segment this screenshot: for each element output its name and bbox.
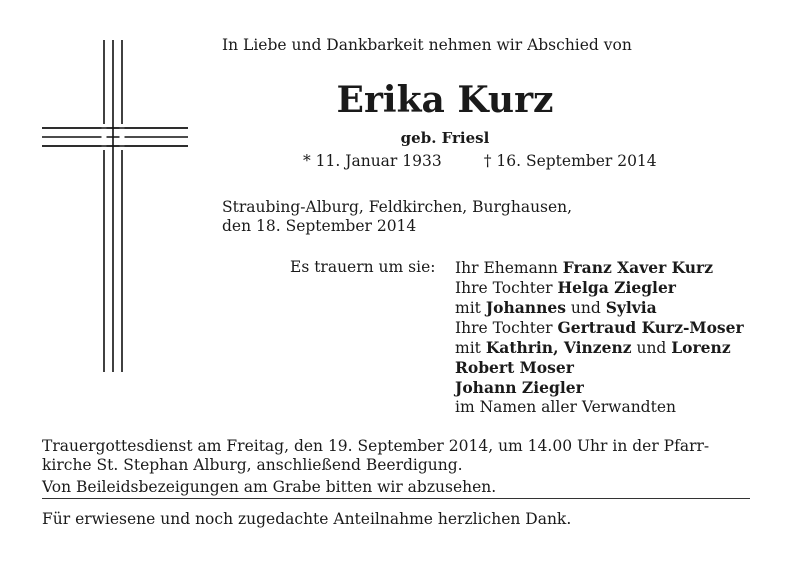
mourner-line: Johann Ziegler xyxy=(455,378,584,397)
mourner-line: mit Kathrin, Vinzenz und Lorenz xyxy=(455,338,731,357)
service-info: Trauergottesdienst am Freitag, den 19. September 2014, um 14.00 Uhr in der Pfarr- xyxy=(42,437,710,455)
mourners-label: Es trauern um sie: xyxy=(290,258,436,276)
death-date: † 16. September 2014 xyxy=(483,152,657,170)
place-line: Straubing-Alburg, Feldkirchen, Burghausen, xyxy=(222,198,573,216)
maiden-name: geb. Friesl xyxy=(400,129,490,147)
divider xyxy=(42,498,750,499)
mourner-line: Robert Moser xyxy=(455,358,574,377)
life-dates xyxy=(303,152,657,171)
cross-icon xyxy=(0,0,230,380)
mourner-line: Ihr Ehemann Franz Xaver Kurz xyxy=(455,258,714,277)
headline: In Liebe und Dankbarkeit nehmen wir Abschied von xyxy=(222,36,632,54)
mourner-line: Ihre Tochter Gertraud Kurz-Moser xyxy=(455,318,744,337)
condolence-note: Von Beileidsbezeigungen am Grabe bitten wir abzusehen. xyxy=(42,478,497,496)
date-line: den 18. September 2014 xyxy=(222,217,417,235)
mourner-line: Ihre Tochter Helga Ziegler xyxy=(455,278,676,297)
mourners-list xyxy=(455,258,744,417)
mourner-line: mit Johannes und Sylvia xyxy=(455,298,657,317)
thanks-line: Für erwiesene und noch zugedachte Anteilnahme herzlichen Dank. xyxy=(42,510,572,528)
deceased-name: Erika Kurz xyxy=(336,79,554,121)
service-info: kirche St. Stephan Alburg, anschließend Beerdigung. xyxy=(42,456,463,474)
mourner-line: im Namen aller Verwandten xyxy=(455,398,676,416)
birth-date: * 11. Januar 1933 xyxy=(303,152,442,170)
